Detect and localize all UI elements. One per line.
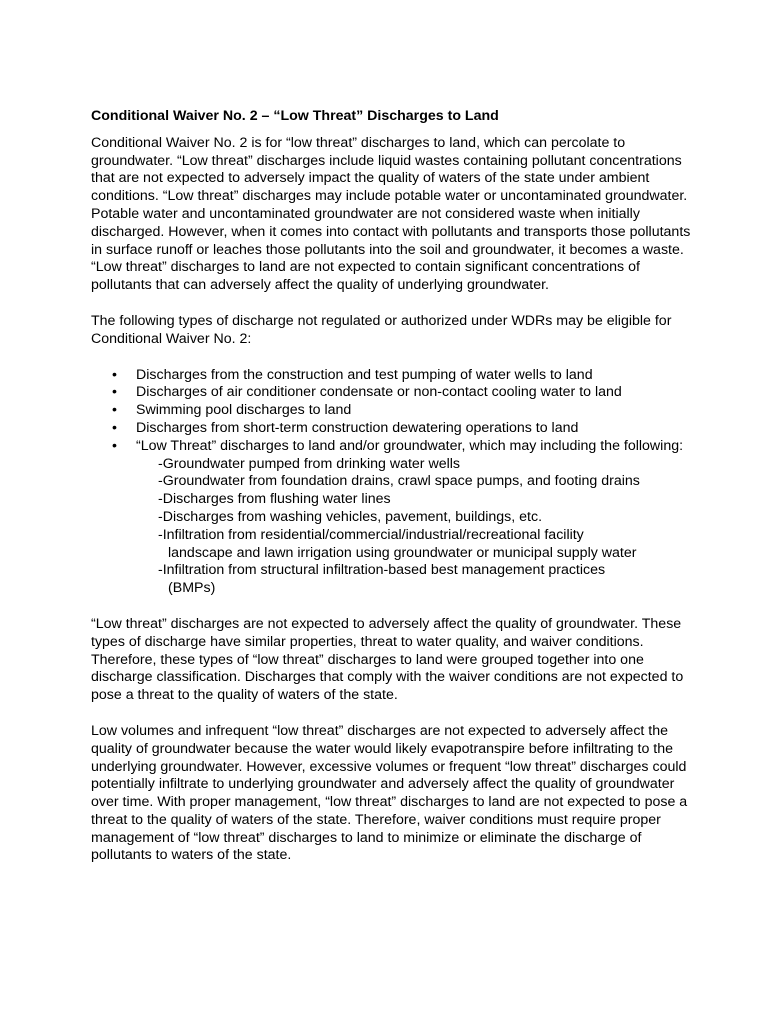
sub-list-item-continuation: landscape and lawn irrigation using groundwater or municipal supply water	[168, 544, 637, 561]
sub-list-item: -Discharges from washing vehicles, pavement, buildings, etc.	[158, 508, 543, 525]
discharge-type-list	[91, 367, 691, 598]
low-threat-sublist	[136, 456, 691, 598]
list-item-label: “Low Threat” discharges to land and/or groundwater, which may including the following:	[136, 437, 684, 454]
sub-list-item: -Discharges from flushing water lines	[158, 491, 391, 508]
sub-list-item	[158, 562, 691, 598]
similar-properties-paragraph: “Low threat” discharges are not expected to adversely affect the quality of groundwater. These types of discharge have similar properties, threat to water quality, and waiver conditions. Therefore, these types of “low threat” discharges to land were grouped together into one discharge classification. Discharges that comply with the waiver conditions are not expected to pose a threat to the quality of waters of the state.	[91, 615, 684, 704]
sub-list-item: -Groundwater from foundation drains, crawl space pumps, and footing drains	[158, 473, 640, 490]
list-item-low-threat	[91, 438, 691, 598]
list-item: • Swimming pool discharges to land	[91, 402, 691, 420]
document-title: Conditional Waiver No. 2 – “Low Threat” Discharges to Land	[91, 108, 499, 124]
list-item: • Discharges from the construction and test pumping of water wells to land	[91, 367, 691, 385]
sub-list-item-continuation: (BMPs)	[168, 580, 216, 597]
volumes-paragraph: Low volumes and infrequent “low threat” discharges are not expected to adversely affect the quality of groundwater because the water would likely evapotranspire before infiltrating to the underlying groundwater. However, excessive volumes or frequent “low threat” discharges could potentially infiltrate to underlying groundwater and adversely affect the quality of groundwater over time. With proper management, “low threat” discharges to land are not expected to pose a threat to the quality of waters of the state. Therefore, waiver conditions must require proper management of “low threat” discharges to land to minimize or eliminate the discharge of pollutants to waters of the state.	[91, 722, 688, 864]
list-item: • Discharges from short-term construction dewatering operations to land	[91, 420, 691, 438]
document-page	[91, 108, 691, 865]
intro-paragraph: Conditional Waiver No. 2 is for “low threat” discharges to land, which can percolate to groundwater. “Low threat” discharges include liquid wastes containing pollutant concentrations that are not expected to adversely impact the quality of waters of the state under ambient conditions. “Low threat” discharges may include potable water or uncontaminated groundwater. Potable water and uncontaminated groundwater are not considered waste when initially discharged. However, when it comes into contact with pollutants and transports those pollutants in surface runoff or leaches those pollutants into the soil and groundwater, it becomes a waste. “Low threat” discharges to land are not expected to contain significant concentrations of pollutants that can adversely affect the quality of underlying groundwater.	[91, 134, 691, 294]
sub-list-item	[158, 527, 691, 563]
sub-list-item-text: -Infiltration from structural infiltration-based best management practices	[158, 562, 606, 579]
list-item: • Discharges of air conditioner condensate or non-contact cooling water to land	[91, 384, 691, 402]
sub-list-item-text: -Infiltration from residential/commercial/industrial/recreational facility	[158, 526, 584, 543]
eligible-paragraph: The following types of discharge not regulated or authorized under WDRs may be eligible for Conditional Waiver No. 2:	[91, 312, 672, 347]
sub-list-item: -Groundwater pumped from drinking water wells	[158, 455, 461, 472]
